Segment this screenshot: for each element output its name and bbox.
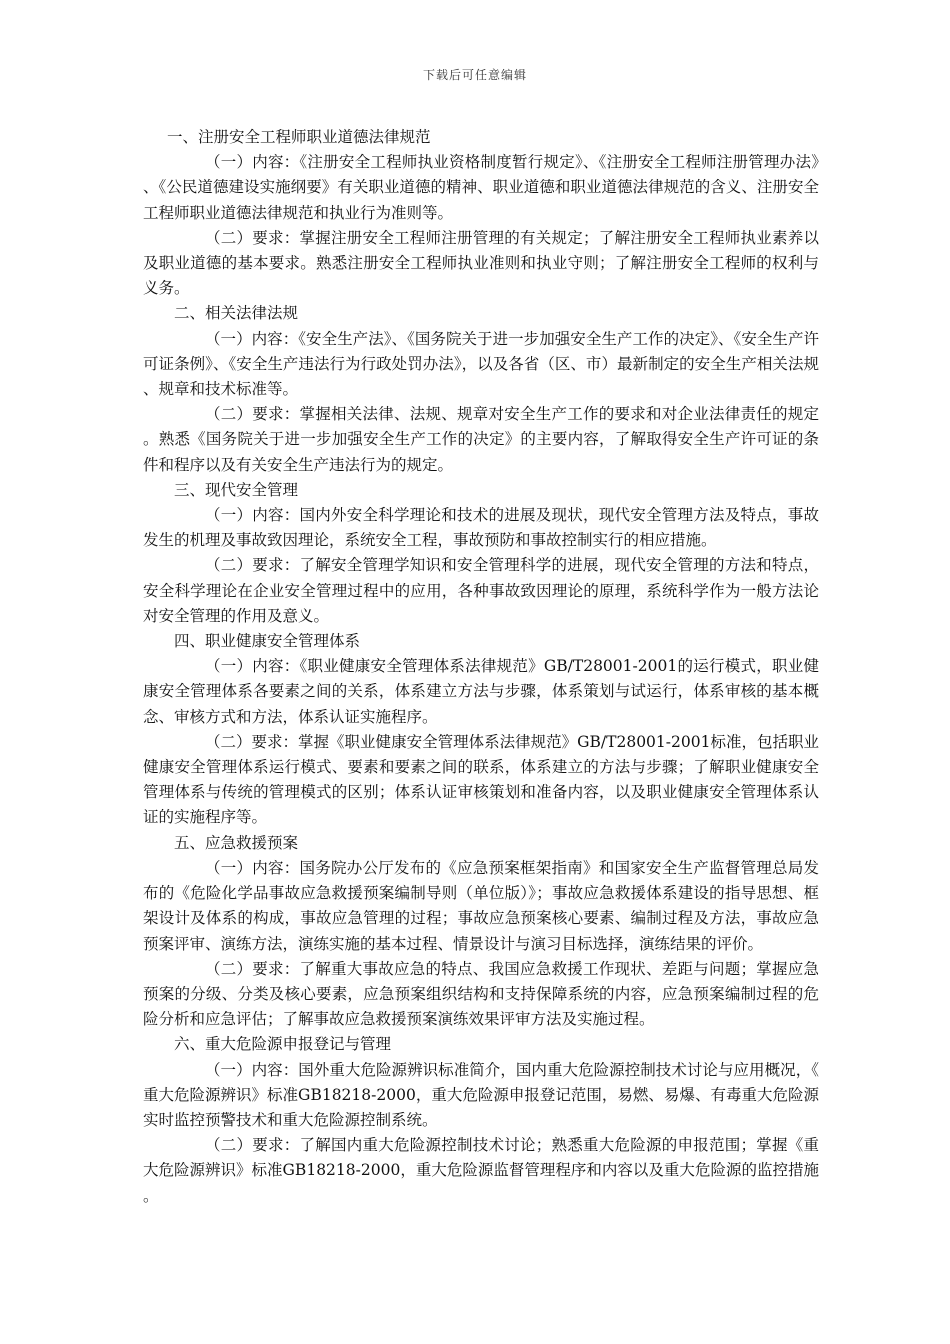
section-paragraph: （二）要求：掌握《职业健康安全管理体系法律规范》GB/T28001-2001标准，包括职业健康安全管理体系运行模式、要素和要素之间的联系，体系建立的方法与步骤；了解职业健康安全管理体系与传统的管理模式的区别；体系认证审核策划和准备内容，以及职业健康安全管理体系认证的实施程序等。 <box>143 732 819 827</box>
section-paragraph: （一）内容：国务院办公厅发布的《应急预案框架指南》和国家安全生产监督管理总局发布的《危险化学品事故应急救援预案编制导则（单位版）》；事故应急救援体系建设的指导思想、框架设计及体系的构成，事故应急管理的过程；事故应急预案核心要素、编制过程及方法，事故应急预案评审、演练方法，演练实施的基本过程、情景设计与演习目标选择，演练结果的评价。 <box>143 858 819 953</box>
section-paragraph: （二）要求：了解国内重大危险源控制技术讨论；熟悉重大危险源的申报范围；掌握《重大危险源辨识》标准GB18218-2000，重大危险源监督管理程序和内容以及重大危险源的监控措施。 <box>143 1136 819 1205</box>
section-heading: 二、相关法律法规 <box>174 304 299 323</box>
section-paragraph: （二）要求：掌握相关法律、法规、规章对安全生产工作的要求和对企业法律责任的规定。熟悉《国务院关于进一步加强安全生产工作的决定》的主要内容，了解取得安全生产许可证的条件和程序以及有关安全生产违法行为的规定。 <box>143 405 819 474</box>
section-heading: 三、现代安全管理 <box>174 480 299 499</box>
section-heading: 五、应急救援预案 <box>174 833 299 852</box>
section-paragraph: （一）内容：《职业健康安全管理体系法律规范》GB/T28001-2001的运行模式，职业健康安全管理体系各要素之间的关系，体系建立方法与步骤，体系策划与试运行，体系审核的基本概念、审核方式和方法，体系认证实施程序。 <box>143 657 819 726</box>
section-paragraph: （一）内容：《注册安全工程师执业资格制度暂行规定》、《注册安全工程师注册管理办法》、《公民道德建设实施纲要》有关职业道德的精神、职业道德和职业道德法律规范的含义、注册安全工程师职业道德法律规范和执业行为准则等。 <box>143 153 819 222</box>
section-paragraph: （一）内容：国内外安全科学理论和技术的进展及现状，现代安全管理方法及特点，事故发生的机理及事故致因理论，系统安全工程，事故预防和事故控制实行的相应措施。 <box>143 506 819 550</box>
section-paragraph: （一）内容：《安全生产法》、《国务院关于进一步加强安全生产工作的决定》、《安全生产许可证条例》、《安全生产违法行为行政处罚办法》，以及各省（区、市）最新制定的安全生产相关法规、规章和技术标准等。 <box>143 329 819 399</box>
section-paragraph: （一）内容：国外重大危险源辨识标准简介，国内重大危险源控制技术讨论与应用概况，《重大危险源辨识》标准GB18218-2000，重大危险源申报登记范围，易燃、易爆、有毒重大危险源实时监控预警技术和重大危险源控制系统。 <box>143 1060 819 1129</box>
section-paragraph: （二）要求：掌握注册安全工程师注册管理的有关规定；了解注册安全工程师执业素养以及职业道德的基本要求。熟悉注册安全工程师执业准则和执业守则；了解注册安全工程师的权利与义务。 <box>143 228 819 298</box>
section-paragraph: （二）要求：了解安全管理学知识和安全管理科学的进展，现代安全管理的方法和特点，安全科学理论在企业安全管理过程中的应用，各种事故致因理论的原理，系统科学作为一般方法论对安全管理的作用及意义。 <box>143 556 819 625</box>
page-header: 下载后可任意编辑 <box>422 68 527 82</box>
section-paragraph: （二）要求：了解重大事故应急的特点、我国应急救援工作现状、差距与问题；掌握应急预案的分级、分类及核心要素，应急预案组织结构和支持保障系统的内容，应急预案编制过程的危险分析和应急评估；了解事故应急救援预案演练效果评审方法及实施过程。 <box>143 959 819 1029</box>
document-body <box>143 125 819 1209</box>
section-heading: 六、重大危险源申报登记与管理 <box>174 1035 392 1054</box>
section-heading: 一、注册安全工程师职业道德法律规范 <box>167 128 431 146</box>
section-heading: 四、职业健康安全管理体系 <box>174 632 361 651</box>
